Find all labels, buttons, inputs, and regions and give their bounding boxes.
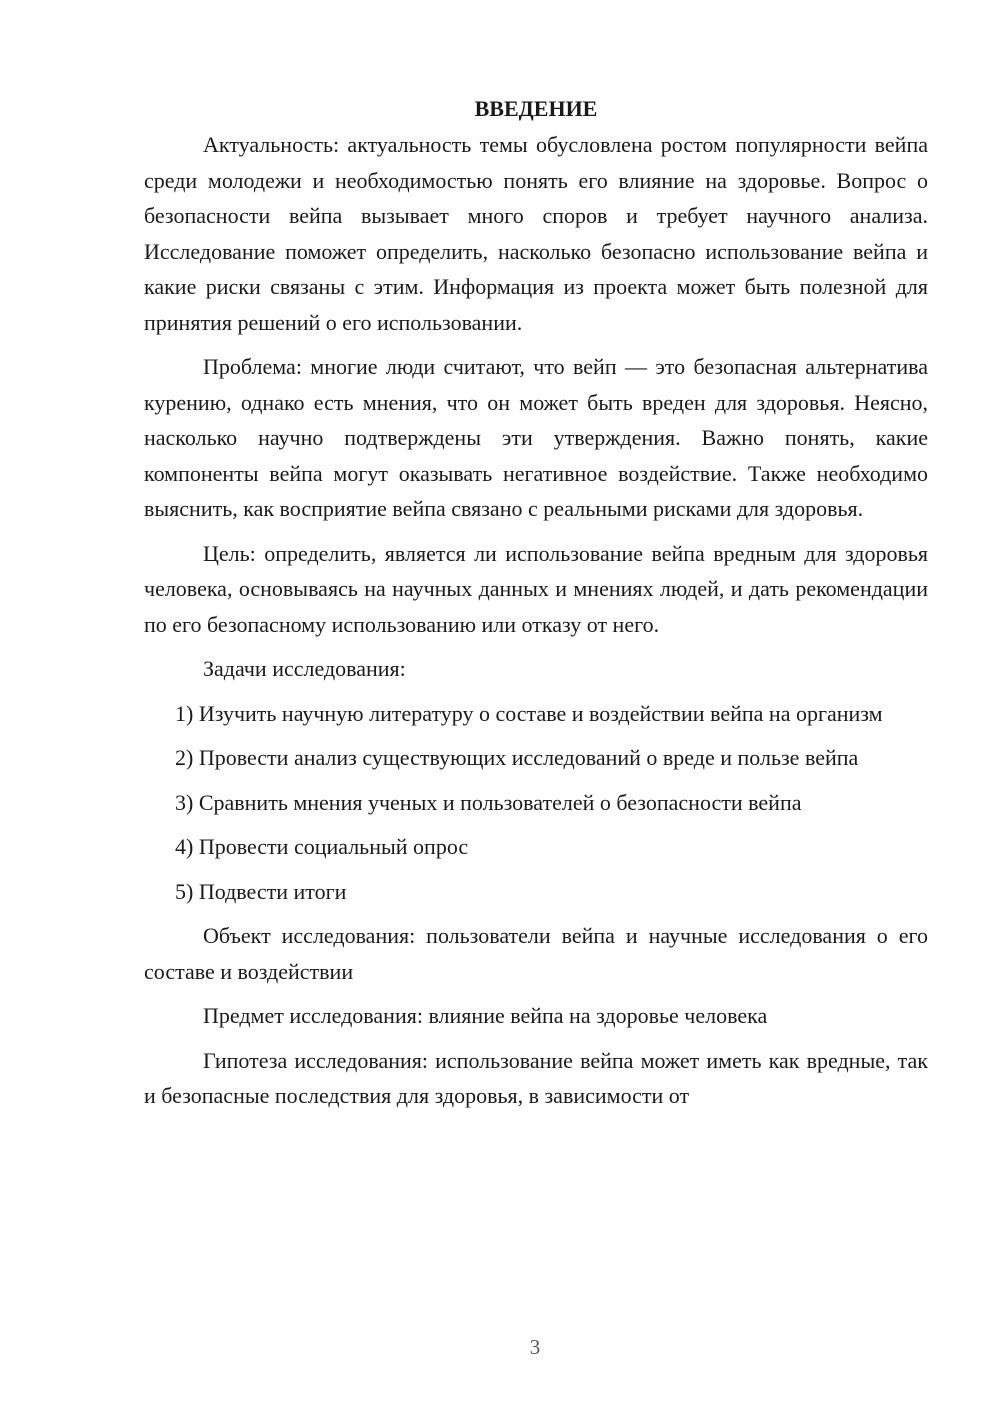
task-item: 1) Изучить научную литературу о составе и воздействии вейпа на организм <box>175 700 883 726</box>
object-paragraph: Объект исследования: пользователи вейпа и научные исследования о его составе и воздействии <box>144 923 928 984</box>
section-heading: ВВЕДЕНИЕ <box>474 96 598 121</box>
task-item: 4) Провести социальный опрос <box>175 834 469 859</box>
task-item: 3) Сравнить мнения ученых и пользователей о безопасности вейпа <box>175 789 802 815</box>
page-number: 3 <box>529 1335 541 1359</box>
goal-paragraph: Цель: определить, является ли использование вейпа вредным для здоровья человека, основываясь на научных данных и мнениях людей, и дать рекомендации по его безопасному использованию или отказу от него. <box>144 540 928 637</box>
relevance-paragraph: Актуальность: актуальность темы обусловлена ростом популярности вейпа среди молодежи и необходимостью понять его влияние на здоровье. Вопрос о безопасности вейпа вызывает много споров и требует научного анализа. Исследование поможет определить, насколько безопасно использование вейпа и какие риски связаны с этим. Информация из проекта может быть полезной для принятия решений о его использовании. <box>144 132 928 335</box>
tasks-heading: Задачи исследования: <box>203 656 406 681</box>
subject-paragraph: Предмет исследования: влияние вейпа на здоровье человека <box>203 1003 768 1028</box>
task-item: 2) Провести анализ существующих исследований о вреде и пользе вейпа <box>175 745 859 770</box>
page-content <box>144 91 928 1114</box>
task-item: 5) Подвести итоги <box>175 878 347 904</box>
hypothesis-paragraph: Гипотеза исследования: использование вейпа может иметь как вредные, так и безопасные последствия для здоровья, в зависимости от <box>144 1047 928 1108</box>
problem-paragraph: Проблема: многие люди считают, что вейп — это безопасная альтернатива курению, однако есть мнения, что он может быть вреден для здоровья. Неясно, насколько научно подтверждены эти утверждения. Важно понять, какие компоненты вейпа могут оказывать негативное воздействие. Также необходимо выяснить, как восприятие вейпа связано с реальными рисками для здоровья. <box>144 354 928 521</box>
